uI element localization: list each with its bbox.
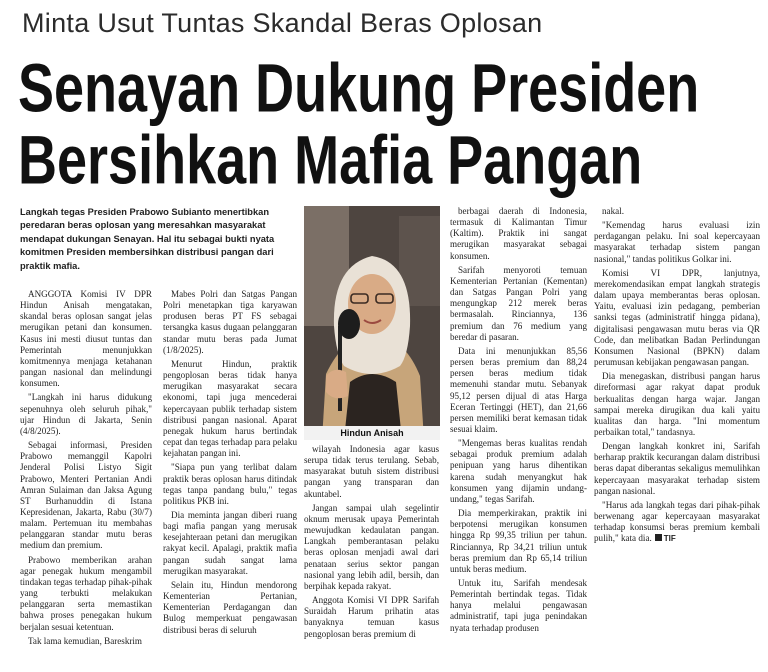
kicker: Minta Usut Tuntas Skandal Beras Oplosan [22, 8, 543, 38]
paragraph [594, 500, 760, 545]
lead-paragraph: Langkah tegas Presiden Prabowo Subianto menertibkan peredaran beras oplosan yang meresahkan masyarakat mendapat dukungan Senayan. Hal itu sebagai bukti nyata komitmen Presiden membersihkan distribusi pangan dari praktik mafia. [20, 207, 275, 271]
paragraph: wilayah Indonesia agar kasus serupa tidak terus terulang. Sebab, masyarakat butuh sistem distribusi pangan yang transparan dan akuntabel. [304, 444, 439, 499]
photo-caption: Hindun Anisah [304, 426, 440, 440]
closing-quote: "Harus ada langkah tegas dari pihak-pihak berwenang agar kepercayaan masyarakat terhadap konsumsi beras premium kembali pulih," kata dia. [594, 499, 760, 544]
paragraph: "Siapa pun yang terlibat dalam praktik beras oplosan harus ditindak tegas tanpa pandang bulu," tegas politikus PKB ini. [163, 462, 297, 506]
paragraph: "Langkah ini harus didukung sepenuhnya oleh seluruh pihak," ujar Hindun di Jakarta, Senin (4/8/2025). [20, 392, 152, 436]
paragraph: "Kemendag harus evaluasi izin perdagangan pelaku. Ini soal kepercayaan masyarakat terhadap sistem pangan nasional," tandas politikus Golkar ini. [594, 220, 760, 264]
paragraph: nakal. [602, 206, 624, 216]
paragraph: "Mengemas beras kualitas rendah sebagai produk premium adalah penipuan yang harus dihentikan karena sudah menyangkut hak konsumen yang dijamin undang-undang," tegas Sarifah. [450, 438, 587, 504]
article-column-5 [594, 206, 760, 669]
paragraph: Sebagai informasi, Presiden Prabowo memanggil Kapolri Jenderal Polisi Listyo Sigit Prabowo, Menteri Pertanian Andi Amran Sulaiman dan Jaksa Agung ST Burhanuddin di Istana Kepresidenan, Jakarta, Rabu (30/7) malam. Pertemuan itu membahas pelanggaran standar mutu beras medium dan premium. [20, 440, 152, 551]
paragraph: berbagai daerah di Indonesia, termasuk di Kalimantan Timur (Kaltim). Praktik ini sangat merugikan masyarakat sebagai konsumen. [450, 206, 587, 261]
paragraph: Dia menegaskan, distribusi pangan harus direformasi agar rakyat dapat produk berkualitas dengan harga wajar. Jangan sampai mereka dirugikan dua kali yaitu kualitas dan harga. "Ini momentum perbaikan total," tandasnya. [594, 371, 760, 437]
paragraph: Sarifah menyoroti temuan Kementerian Pertanian (Kementan) dan Satgas Pangan Polri yang mengungkap 212 merek beras bermasalah. Rinciannya, 136 premium dan 76 medium yang beredar di pasaran. [450, 264, 587, 342]
headline-line-1: Senayan Dukung Presiden [18, 50, 700, 127]
paragraph: Selain itu, Hindun mendorong Kementerian Pertanian, Kementerian Perdagangan dan Bulog memperkuat pengawasan distribusi beras di seluruh [163, 579, 297, 635]
author-tag: TIF [663, 534, 676, 544]
paragraph: Anggota Komisi VI DPR Sarifah Suraidah Harum prihatin atas banyaknya temuan kasus pengoplosan beras premium di [304, 595, 439, 639]
end-mark-icon [655, 534, 662, 541]
paragraph: Dia memperkirakan, praktik ini berpotensi merugikan konsumen hingga Rp 99,35 triliun per tahun. Rinciannya, Rp 34,21 triliun untuk beras premium dan Rp 65,14 triliun untuk beras medium. [450, 508, 587, 574]
paragraph: Komisi VI DPR, lanjutnya, merekomendasikan empat langkah strategis dalam upaya memberantas beras oplosan. Yaitu, evaluasi izin pedagang, pemberian sanksi tegas (administratif hingga pidana), digitalisasi pengawasan mutu beras via QR Code, dan melibatkan Badan Perlindungan Konsumen Nasional (BPKN) dalam perumusan kebijakan pengawasan pangan. [594, 267, 760, 368]
portrait-photo [304, 206, 440, 440]
paragraph: ANGGOTA Komisi IV DPR Hindun Anisah mengatakan, skandal beras oplosan sangat jelas merugikan petani dan konsumen. Kasus ini mesti diusut tuntas dan Pemerintah menunjukkan komitmennya menjaga ketahanan pangan nasional dan melindungi konsumen. [20, 289, 152, 389]
paragraph: Tak lama kemudian, Bareskrim [28, 635, 143, 646]
paragraph: Mabes Polri dan Satgas Pangan Polri menetapkan tiga karyawan produsen beras PT FS sebagai tersangka kasus dugaan pelanggaran standar mutu beras pada Jumat (1/8/2025). [163, 289, 297, 355]
article-column-3 [304, 444, 439, 669]
article-column-4 [450, 206, 587, 669]
paragraph: Menurut Hindun, praktik pengoplosan beras tidak hanya merugikan masyarakat secara ekonomi, tapi juga mencederai kepercayaan publik terhadap sistem distribusi pangan nasional. Aparat penegak hukum harus bertindak cepat dan tegas terhadap para pelaku kejahatan pangan ini. [163, 358, 297, 459]
portrait-illustration [304, 206, 440, 440]
paragraph: Untuk itu, Sarifah mendesak Pemerintah bertindak tegas. Tidak hanya melalui pengawasan administratif, tapi juga penindakan nyata terhadap produsen [450, 578, 587, 633]
paragraph: Prabowo memberikan arahan agar penegak hukum mengambil tindakan tegas terhadap pihak-pihak yang terbukti melakukan pelanggaran serta memastikan bahwa proses penegakan hukum berjalan sesuai ketentuan. [20, 554, 152, 632]
article-column-2 [163, 289, 297, 669]
headline-line-2: Bersihkan Mafia Pangan [18, 122, 643, 199]
paragraph: Dia meminta jangan diberi ruang bagi mafia pangan yang merusak kesejahteraan petani dan merugikan rakyat kecil. Apalagi, praktik mafia pangan sudah sangat lama merugikan masyarakat. [163, 509, 297, 576]
paragraph: Data ini menunjukkan 85,56 persen beras premium dan 88,24 persen beras medium tidak memenuhi standar mutu. Sebanyak 95,12 persen dijual di atas Harga Eceran Tertinggi (HET), dan 21,66 persen memiliki berat kemasan tidak sesuai klaim. [450, 345, 587, 434]
paragraph: Jangan sampai ulah segelintir oknum merusak upaya Pemerintah mewujudkan kedaulatan pangan. Langkah pemberantasan pelaku beras oplosan menjadi awal dari penataan serius sektor pangan nasional yang lebih adil, bersih, dan berpihak kepada rakyat. [304, 502, 439, 591]
paragraph: Dengan langkah konkret ini, Sarifah berharap praktik kecurangan dalam distribusi beras dapat diberantas sekaligus memulihkan kepercayaan masyarakat terhadap sistem pangan nasional. [594, 441, 760, 496]
article-column-1 [20, 289, 152, 669]
